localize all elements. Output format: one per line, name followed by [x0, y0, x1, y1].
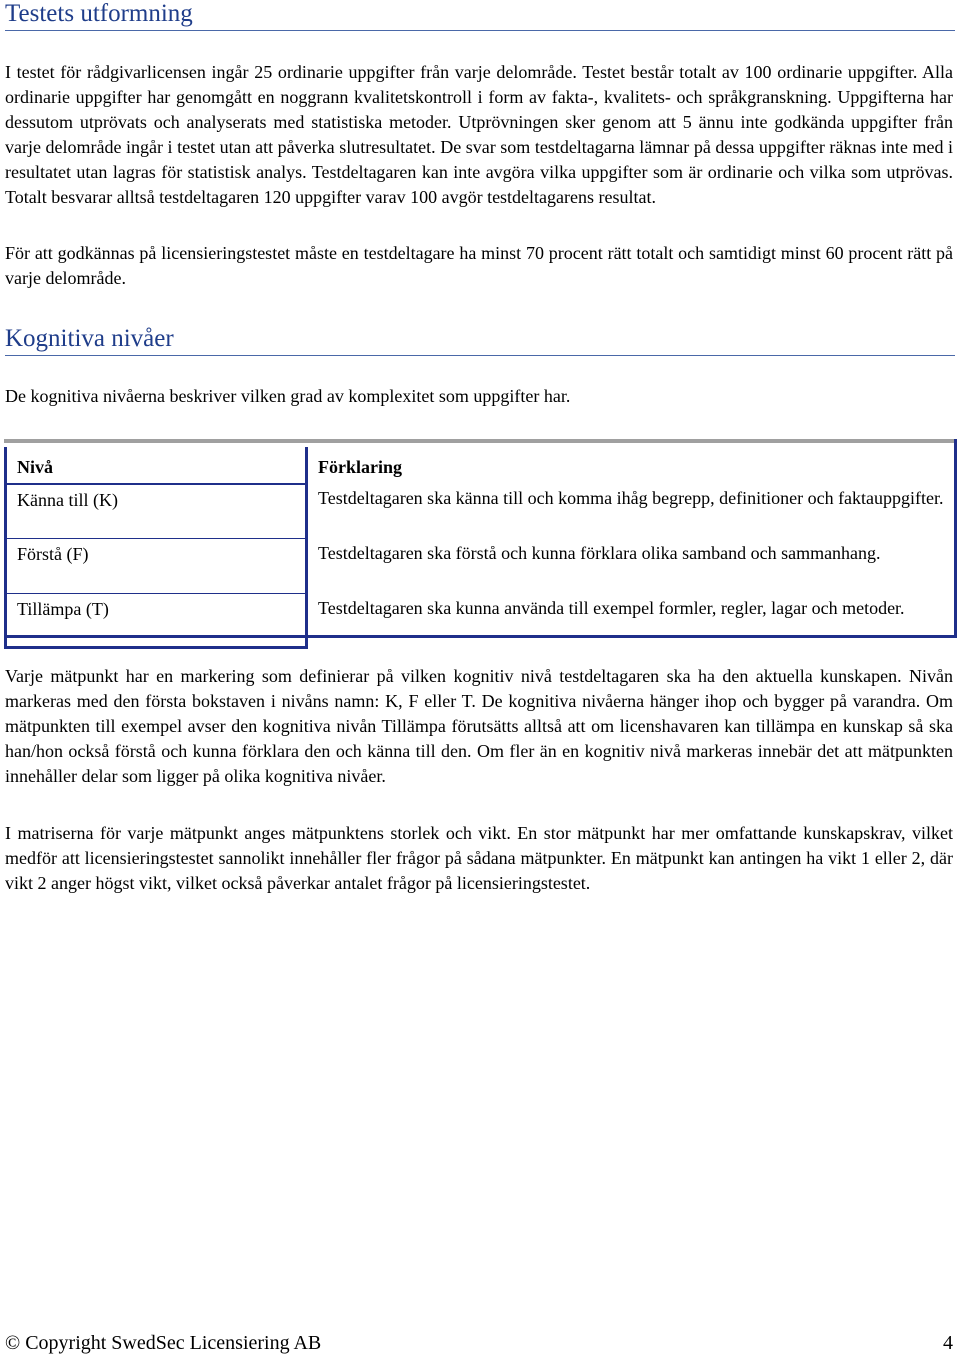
header-niva: Nivå — [4, 447, 308, 483]
level-cell — [4, 538, 308, 593]
explanation-cell: Testdeltagaren ska känna till och komma ihåg begrepp, definitioner och faktauppgifter. — [318, 488, 944, 508]
page-footer — [5, 1330, 953, 1356]
page-number: 4 — [943, 1332, 953, 1354]
paragraph-matrices: I matriserna för varje mätpunkt anges mätpunktens storlek och vikt. En stor mätpunkt har mer omfattande kunskapskrav, vilket medför att licensieringstestet sannolikt innehåller fler frågor på sådana mätpunkter. En mätpunkt kan antingen ha vikt 1 eller 2, där vikt 2 anger högst vikt, vilket också påverkar antalet frågor på licensieringstestet. — [5, 823, 953, 893]
paragraph-test-design: I testet för rådgivarlicensen ingår 25 ordinarie uppgifter från varje delområde. Testet består totalt av 100 ordinarie uppgifter. Alla ordinarie uppgifter har genomgått en noggrann kvalitetskontroll i form av fakta-, kvalitets- och språkgranskning. Uppgifterna har dessutom utprövats och analyserats med statistiska metoder. Utprövningen sker genom att 5 ännu inte godkända uppgifter från varje delområde ingår i testet utan att påverka slutresultatet. De svar som testdeltagarna lämnar på dessa uppgifter räknas inte med i resultatet utan lagras för statistisk analys. Testdeltagaren kan inte avgöra vilka uppgifter som är ordinarie och vilka som utprövas. Totalt besvarar alltså testdeltagaren 120 uppgifter varav 100 avgör testdeltagarens resultat. — [5, 62, 953, 207]
header-forklaring: Förklaring — [318, 457, 402, 477]
explanation-cell: Testdeltagaren ska kunna använda till exempel formler, regler, lagar och metoder. — [318, 598, 905, 618]
cognitive-levels-table — [4, 439, 957, 641]
table-row — [4, 538, 957, 593]
level-label: Förstå (F) — [17, 544, 89, 564]
footer-copyright: © Copyright SwedSec Licensiering AB — [5, 1332, 322, 1354]
level-label: Tillämpa (T) — [17, 599, 109, 619]
section-heading-kognitiva-nivaer: Kognitiva nivåer — [5, 325, 955, 356]
table-bottom-border — [4, 635, 957, 638]
table-header-row — [4, 447, 957, 483]
table-right-border — [954, 439, 957, 638]
level-label: Känna till (K) — [17, 490, 118, 510]
levels-table — [4, 447, 957, 649]
table-row — [4, 593, 957, 649]
paragraph-pass-requirements: För att godkännas på licensieringstestet måste en testdeltagare ha minst 70 procent rätt totalt och samtidigt minst 60 procent rätt på varje delområde. — [5, 243, 953, 288]
table-row — [4, 483, 957, 538]
paragraph-measurement-points: Varje mätpunkt har en markering som definierar på vilken kognitiv nivå testdeltagaren ska ha den aktuella kunskapen. Nivån markeras med den första bokstaven i nivåns namn: K, F eller T. De kognitiva nivåerna hänger ihop och bygger på varandra. Om mätpunkten till exempel avser den kognitiva nivån Tillämpa förutsätts alltså att om licenshavaren kan tillämpa en kunskap så ska han/hon också förstå och kunna förklara den och känna till den. Om fler än en kognitiv nivå markeras innebär det att mätpunkten innehåller delar som ligger på olika kognitiva nivåer. — [5, 666, 953, 786]
section-heading-testets-utformning: Testets utformning — [5, 0, 955, 31]
level-cell — [4, 593, 308, 649]
paragraph-cognitive-intro: De kognitiva nivåerna beskriver vilken grad av komplexitet som uppgifter har. — [5, 386, 571, 406]
explanation-cell: Testdeltagaren ska förstå och kunna förklara olika samband och sammanhang. — [318, 543, 881, 563]
level-cell — [4, 483, 308, 538]
